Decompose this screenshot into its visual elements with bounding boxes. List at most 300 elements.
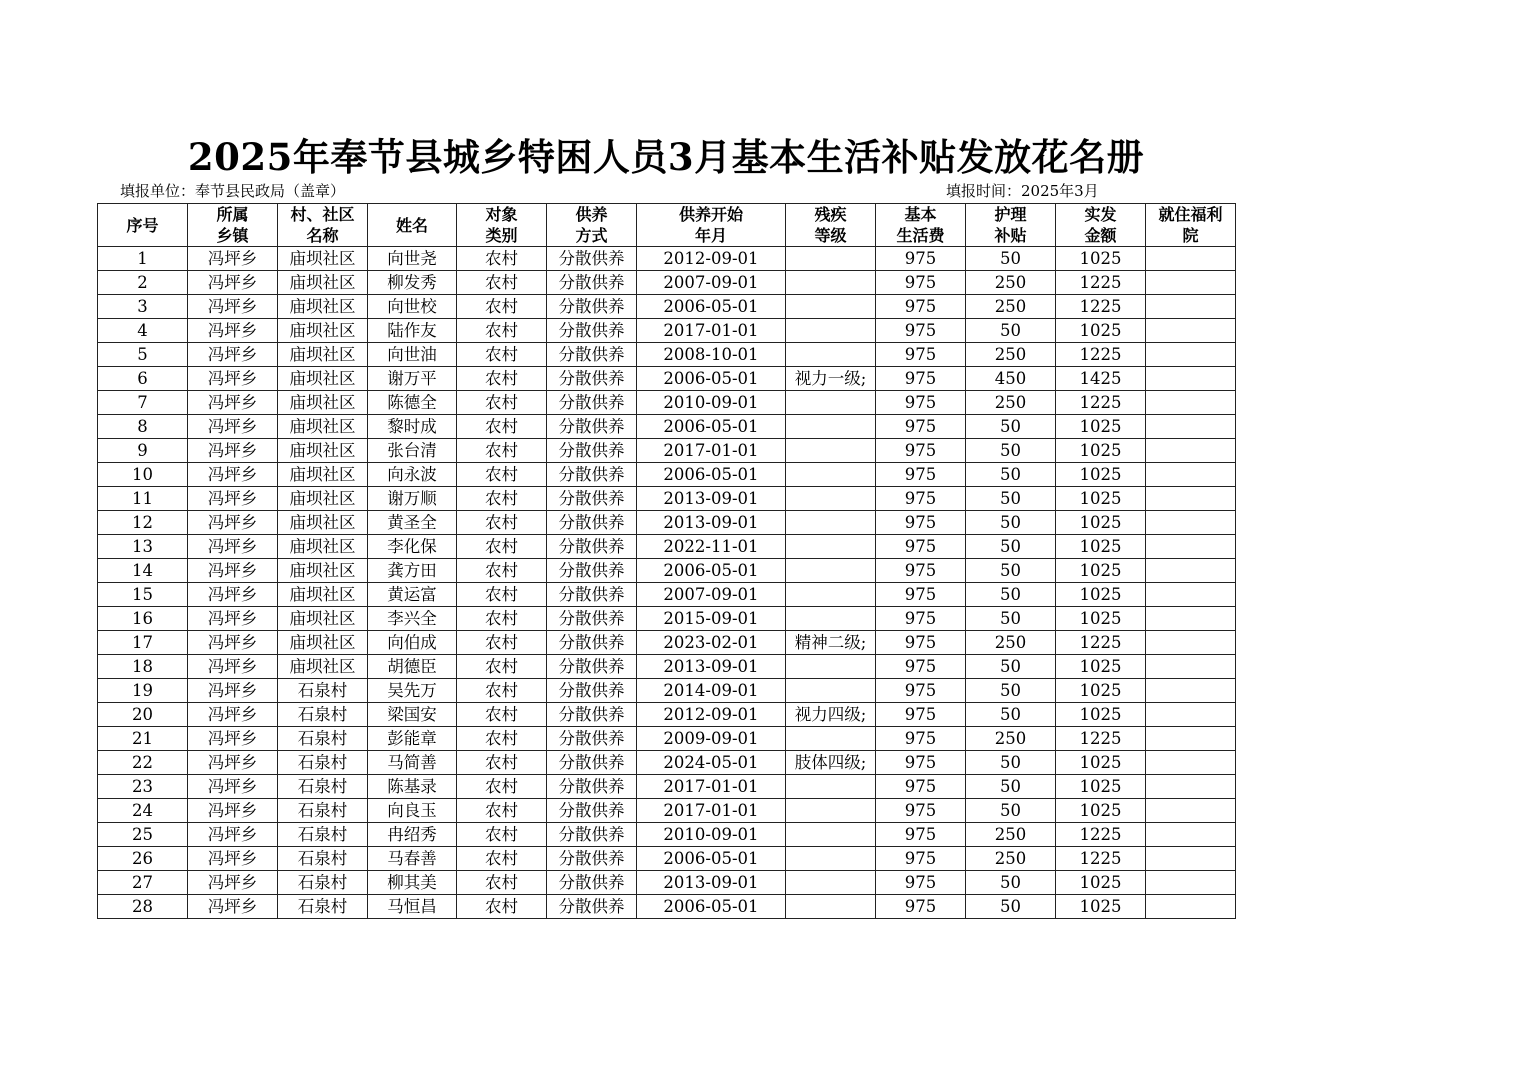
col-township-cell: 冯坪乡 bbox=[188, 895, 278, 919]
col-living-allowance-cell: 975 bbox=[876, 439, 966, 463]
col-care-subsidy-cell: 50 bbox=[966, 607, 1056, 631]
col-township-cell: 冯坪乡 bbox=[188, 655, 278, 679]
col-support-start-cell: 2007-09-01 bbox=[637, 271, 786, 295]
col-township-cell: 冯坪乡 bbox=[188, 439, 278, 463]
col-support-mode-cell: 分散供养 bbox=[547, 823, 637, 847]
col-support-mode-header bbox=[547, 204, 637, 247]
col-living-allowance-cell: 975 bbox=[876, 463, 966, 487]
col-township-cell: 冯坪乡 bbox=[188, 295, 278, 319]
col-support-mode-cell: 分散供养 bbox=[547, 607, 637, 631]
col-living-allowance-cell: 975 bbox=[876, 775, 966, 799]
col-care-subsidy-cell: 50 bbox=[966, 439, 1056, 463]
col-care-subsidy-cell: 50 bbox=[966, 751, 1056, 775]
col-living-allowance-cell: 975 bbox=[876, 487, 966, 511]
col-name-cell: 黄运富 bbox=[368, 583, 457, 607]
col-township-cell: 冯坪乡 bbox=[188, 247, 278, 271]
col-township-cell: 冯坪乡 bbox=[188, 391, 278, 415]
col-living-allowance-cell: 975 bbox=[876, 391, 966, 415]
col-category-cell: 农村 bbox=[457, 607, 547, 631]
col-support-start-cell: 2024-05-01 bbox=[637, 751, 786, 775]
table-row bbox=[98, 631, 1236, 655]
col-name-cell: 胡德臣 bbox=[368, 655, 457, 679]
col-index-cell: 28 bbox=[98, 895, 188, 919]
table-row bbox=[98, 511, 1236, 535]
col-category-cell: 农村 bbox=[457, 823, 547, 847]
col-welfare-home-cell bbox=[1146, 415, 1236, 439]
col-welfare-home-cell bbox=[1146, 487, 1236, 511]
col-support-start-cell: 2015-09-01 bbox=[637, 607, 786, 631]
col-support-mode-cell: 分散供养 bbox=[547, 319, 637, 343]
col-support-mode-cell: 分散供养 bbox=[547, 751, 637, 775]
col-name-cell: 龚方田 bbox=[368, 559, 457, 583]
header-label-line2: 名称 bbox=[306, 226, 339, 245]
header-label: 姓名 bbox=[395, 215, 428, 235]
col-support-mode-cell: 分散供养 bbox=[547, 367, 637, 391]
col-disability-cell bbox=[786, 487, 876, 511]
col-living-allowance-cell: 975 bbox=[876, 823, 966, 847]
fill-unit: 填报单位：奉节县民政局（盖章） bbox=[120, 182, 346, 200]
col-village-cell: 石泉村 bbox=[278, 775, 368, 799]
col-name-cell: 柳其美 bbox=[368, 871, 457, 895]
col-support-start-cell: 2006-05-01 bbox=[637, 559, 786, 583]
col-name-cell: 冉绍秀 bbox=[368, 823, 457, 847]
col-village-cell: 石泉村 bbox=[278, 871, 368, 895]
col-welfare-home-cell bbox=[1146, 871, 1236, 895]
header-label-line2: 方式 bbox=[575, 226, 608, 245]
col-township-cell: 冯坪乡 bbox=[188, 727, 278, 751]
col-disability-cell: 肢体四级; bbox=[786, 751, 876, 775]
col-support-start-cell: 2007-09-01 bbox=[637, 583, 786, 607]
col-index-cell: 21 bbox=[98, 727, 188, 751]
header-label: 所属 bbox=[216, 205, 249, 224]
col-disability-cell bbox=[786, 823, 876, 847]
col-welfare-home-cell bbox=[1146, 823, 1236, 847]
col-care-subsidy-cell: 250 bbox=[966, 271, 1056, 295]
header-label-line2: 乡镇 bbox=[216, 226, 249, 245]
col-support-start-cell: 2013-09-01 bbox=[637, 487, 786, 511]
col-township-cell: 冯坪乡 bbox=[188, 751, 278, 775]
col-category-cell: 农村 bbox=[457, 679, 547, 703]
col-actual-amount-cell: 1025 bbox=[1056, 583, 1146, 607]
col-disability-cell bbox=[786, 439, 876, 463]
col-support-start-header bbox=[637, 204, 786, 247]
col-care-subsidy-cell: 50 bbox=[966, 895, 1056, 919]
col-care-subsidy-cell: 50 bbox=[966, 535, 1056, 559]
col-living-allowance-cell: 975 bbox=[876, 295, 966, 319]
col-disability-cell bbox=[786, 847, 876, 871]
col-index-cell: 24 bbox=[98, 799, 188, 823]
col-township-cell: 冯坪乡 bbox=[188, 511, 278, 535]
col-township-cell: 冯坪乡 bbox=[188, 823, 278, 847]
col-care-subsidy-cell: 250 bbox=[966, 847, 1056, 871]
col-township-cell: 冯坪乡 bbox=[188, 607, 278, 631]
col-support-start-cell: 2012-09-01 bbox=[637, 247, 786, 271]
col-village-cell: 石泉村 bbox=[278, 823, 368, 847]
col-actual-amount-cell: 1025 bbox=[1056, 463, 1146, 487]
col-index-cell: 26 bbox=[98, 847, 188, 871]
col-living-allowance-cell: 975 bbox=[876, 847, 966, 871]
col-category-cell: 农村 bbox=[457, 319, 547, 343]
col-support-mode-cell: 分散供养 bbox=[547, 391, 637, 415]
col-category-cell: 农村 bbox=[457, 487, 547, 511]
col-township-cell: 冯坪乡 bbox=[188, 631, 278, 655]
header-label-line2: 生活费 bbox=[896, 226, 945, 245]
col-support-start-cell: 2008-10-01 bbox=[637, 343, 786, 367]
col-disability-cell bbox=[786, 511, 876, 535]
col-category-cell: 农村 bbox=[457, 559, 547, 583]
col-support-start-cell: 2013-09-01 bbox=[637, 511, 786, 535]
col-township-cell: 冯坪乡 bbox=[188, 583, 278, 607]
col-support-mode-cell: 分散供养 bbox=[547, 511, 637, 535]
col-village-cell: 庙坝社区 bbox=[278, 631, 368, 655]
col-support-mode-cell: 分散供养 bbox=[547, 343, 637, 367]
col-care-subsidy-header bbox=[966, 204, 1056, 247]
col-welfare-home-cell bbox=[1146, 559, 1236, 583]
col-support-mode-cell: 分散供养 bbox=[547, 535, 637, 559]
col-category-cell: 农村 bbox=[457, 247, 547, 271]
col-category-cell: 农村 bbox=[457, 415, 547, 439]
table-row bbox=[98, 823, 1236, 847]
col-village-cell: 庙坝社区 bbox=[278, 319, 368, 343]
header-label-line2: 金额 bbox=[1084, 226, 1117, 245]
col-category-cell: 农村 bbox=[457, 871, 547, 895]
col-disability-cell: 视力四级; bbox=[786, 703, 876, 727]
header-label: 基本 bbox=[904, 205, 937, 224]
col-support-mode-cell: 分散供养 bbox=[547, 487, 637, 511]
col-welfare-home-cell bbox=[1146, 799, 1236, 823]
col-village-cell: 庙坝社区 bbox=[278, 247, 368, 271]
table-row bbox=[98, 775, 1236, 799]
col-actual-amount-cell: 1225 bbox=[1056, 271, 1146, 295]
col-index-cell: 7 bbox=[98, 391, 188, 415]
table-row bbox=[98, 727, 1236, 751]
col-care-subsidy-cell: 50 bbox=[966, 871, 1056, 895]
roster-table bbox=[97, 203, 1236, 919]
col-index-cell: 20 bbox=[98, 703, 188, 727]
table-row bbox=[98, 679, 1236, 703]
col-support-start-cell: 2006-05-01 bbox=[637, 415, 786, 439]
col-category-cell: 农村 bbox=[457, 751, 547, 775]
col-village-cell: 石泉村 bbox=[278, 895, 368, 919]
col-actual-amount-cell: 1225 bbox=[1056, 847, 1146, 871]
col-living-allowance-cell: 975 bbox=[876, 727, 966, 751]
col-category-cell: 农村 bbox=[457, 727, 547, 751]
col-name-cell: 黎时成 bbox=[368, 415, 457, 439]
col-actual-amount-cell: 1225 bbox=[1056, 823, 1146, 847]
col-welfare-home-cell bbox=[1146, 343, 1236, 367]
col-village-cell: 庙坝社区 bbox=[278, 343, 368, 367]
col-village-cell: 庙坝社区 bbox=[278, 439, 368, 463]
col-actual-amount-cell: 1025 bbox=[1056, 799, 1146, 823]
col-index-cell: 3 bbox=[98, 295, 188, 319]
col-support-start-cell: 2006-05-01 bbox=[637, 463, 786, 487]
col-disability-header bbox=[786, 204, 876, 247]
col-disability-cell bbox=[786, 727, 876, 751]
col-disability-cell bbox=[786, 319, 876, 343]
table-row bbox=[98, 655, 1236, 679]
col-village-cell: 石泉村 bbox=[278, 703, 368, 727]
col-welfare-home-header bbox=[1146, 204, 1236, 247]
table-row bbox=[98, 319, 1236, 343]
col-support-start-cell: 2017-01-01 bbox=[637, 775, 786, 799]
col-category-cell: 农村 bbox=[457, 631, 547, 655]
table-row bbox=[98, 343, 1236, 367]
col-index-cell: 18 bbox=[98, 655, 188, 679]
col-actual-amount-cell: 1025 bbox=[1056, 487, 1146, 511]
col-index-cell: 19 bbox=[98, 679, 188, 703]
col-living-allowance-cell: 975 bbox=[876, 583, 966, 607]
col-living-allowance-cell: 975 bbox=[876, 367, 966, 391]
col-disability-cell: 视力一级; bbox=[786, 367, 876, 391]
col-name-cell: 向永波 bbox=[368, 463, 457, 487]
col-disability-cell bbox=[786, 871, 876, 895]
col-support-start-cell: 2014-09-01 bbox=[637, 679, 786, 703]
col-village-header bbox=[278, 204, 368, 247]
col-actual-amount-cell: 1025 bbox=[1056, 319, 1146, 343]
col-index-cell: 1 bbox=[98, 247, 188, 271]
table-row bbox=[98, 559, 1236, 583]
col-village-cell: 庙坝社区 bbox=[278, 367, 368, 391]
col-living-allowance-cell: 975 bbox=[876, 751, 966, 775]
col-actual-amount-cell: 1225 bbox=[1056, 295, 1146, 319]
col-support-mode-cell: 分散供养 bbox=[547, 895, 637, 919]
col-care-subsidy-cell: 50 bbox=[966, 559, 1056, 583]
col-welfare-home-cell bbox=[1146, 847, 1236, 871]
col-name-cell: 梁国安 bbox=[368, 703, 457, 727]
col-living-allowance-cell: 975 bbox=[876, 631, 966, 655]
col-name-cell: 吴先万 bbox=[368, 679, 457, 703]
col-welfare-home-cell bbox=[1146, 727, 1236, 751]
col-care-subsidy-cell: 50 bbox=[966, 583, 1056, 607]
col-category-cell: 农村 bbox=[457, 511, 547, 535]
col-township-cell: 冯坪乡 bbox=[188, 487, 278, 511]
col-support-start-cell: 2006-05-01 bbox=[637, 847, 786, 871]
col-disability-cell bbox=[786, 559, 876, 583]
col-welfare-home-cell bbox=[1146, 775, 1236, 799]
col-support-mode-cell: 分散供养 bbox=[547, 583, 637, 607]
col-support-mode-cell: 分散供养 bbox=[547, 655, 637, 679]
col-township-cell: 冯坪乡 bbox=[188, 415, 278, 439]
table-header-row bbox=[98, 204, 1236, 247]
col-care-subsidy-cell: 250 bbox=[966, 343, 1056, 367]
col-name-cell: 向世校 bbox=[368, 295, 457, 319]
col-township-cell: 冯坪乡 bbox=[188, 559, 278, 583]
col-township-cell: 冯坪乡 bbox=[188, 271, 278, 295]
table-row bbox=[98, 463, 1236, 487]
col-disability-cell bbox=[786, 607, 876, 631]
table-row bbox=[98, 247, 1236, 271]
col-welfare-home-cell bbox=[1146, 271, 1236, 295]
col-village-cell: 庙坝社区 bbox=[278, 535, 368, 559]
col-support-mode-cell: 分散供养 bbox=[547, 631, 637, 655]
col-support-mode-cell: 分散供养 bbox=[547, 415, 637, 439]
col-care-subsidy-cell: 50 bbox=[966, 415, 1056, 439]
col-category-cell: 农村 bbox=[457, 895, 547, 919]
col-index-cell: 14 bbox=[98, 559, 188, 583]
col-support-start-cell: 2006-05-01 bbox=[637, 295, 786, 319]
col-village-cell: 庙坝社区 bbox=[278, 463, 368, 487]
col-support-mode-cell: 分散供养 bbox=[547, 271, 637, 295]
col-index-cell: 12 bbox=[98, 511, 188, 535]
col-living-allowance-cell: 975 bbox=[876, 511, 966, 535]
col-category-cell: 农村 bbox=[457, 367, 547, 391]
col-care-subsidy-cell: 50 bbox=[966, 775, 1056, 799]
col-welfare-home-cell bbox=[1146, 751, 1236, 775]
table-row bbox=[98, 271, 1236, 295]
table-row bbox=[98, 535, 1236, 559]
col-support-mode-cell: 分散供养 bbox=[547, 703, 637, 727]
col-care-subsidy-cell: 50 bbox=[966, 487, 1056, 511]
col-disability-cell bbox=[786, 247, 876, 271]
col-actual-amount-cell: 1025 bbox=[1056, 775, 1146, 799]
header-label-line2: 类别 bbox=[485, 226, 518, 245]
col-welfare-home-cell bbox=[1146, 367, 1236, 391]
header-label: 就住福利 bbox=[1158, 205, 1223, 224]
col-village-cell: 石泉村 bbox=[278, 847, 368, 871]
table-row bbox=[98, 871, 1236, 895]
table-row bbox=[98, 847, 1236, 871]
col-support-start-cell: 2017-01-01 bbox=[637, 319, 786, 343]
col-welfare-home-cell bbox=[1146, 607, 1236, 631]
col-actual-amount-cell: 1025 bbox=[1056, 559, 1146, 583]
col-care-subsidy-cell: 50 bbox=[966, 463, 1056, 487]
col-category-cell: 农村 bbox=[457, 271, 547, 295]
header-label: 序号 bbox=[126, 215, 159, 235]
col-index-header bbox=[98, 204, 188, 247]
col-disability-cell bbox=[786, 295, 876, 319]
col-support-mode-cell: 分散供养 bbox=[547, 679, 637, 703]
col-care-subsidy-cell: 50 bbox=[966, 655, 1056, 679]
col-welfare-home-cell bbox=[1146, 319, 1236, 343]
col-category-cell: 农村 bbox=[457, 439, 547, 463]
col-support-start-cell: 2022-11-01 bbox=[637, 535, 786, 559]
col-disability-cell bbox=[786, 775, 876, 799]
col-name-cell: 向世尧 bbox=[368, 247, 457, 271]
col-support-mode-cell: 分散供养 bbox=[547, 439, 637, 463]
col-support-mode-cell: 分散供养 bbox=[547, 295, 637, 319]
col-disability-cell bbox=[786, 535, 876, 559]
page-title: 2025年奉节县城乡特困人员3月基本生活补贴发放花名册 bbox=[187, 135, 1145, 179]
col-category-cell: 农村 bbox=[457, 583, 547, 607]
table-row bbox=[98, 439, 1236, 463]
header-label-line2: 等级 bbox=[814, 226, 847, 245]
col-name-cell: 向世油 bbox=[368, 343, 457, 367]
col-township-cell: 冯坪乡 bbox=[188, 799, 278, 823]
col-care-subsidy-cell: 250 bbox=[966, 295, 1056, 319]
col-category-cell: 农村 bbox=[457, 391, 547, 415]
col-actual-amount-cell: 1025 bbox=[1056, 655, 1146, 679]
col-care-subsidy-cell: 50 bbox=[966, 247, 1056, 271]
col-support-mode-cell: 分散供养 bbox=[547, 463, 637, 487]
table-row bbox=[98, 487, 1236, 511]
table-row bbox=[98, 607, 1236, 631]
col-support-mode-cell: 分散供养 bbox=[547, 847, 637, 871]
col-village-cell: 庙坝社区 bbox=[278, 655, 368, 679]
col-index-cell: 9 bbox=[98, 439, 188, 463]
col-welfare-home-cell bbox=[1146, 655, 1236, 679]
col-support-start-cell: 2009-09-01 bbox=[637, 727, 786, 751]
col-name-cell: 彭能章 bbox=[368, 727, 457, 751]
col-index-cell: 27 bbox=[98, 871, 188, 895]
col-actual-amount-cell: 1425 bbox=[1056, 367, 1146, 391]
col-support-mode-cell: 分散供养 bbox=[547, 775, 637, 799]
col-living-allowance-cell: 975 bbox=[876, 535, 966, 559]
col-village-cell: 庙坝社区 bbox=[278, 607, 368, 631]
col-support-mode-cell: 分散供养 bbox=[547, 799, 637, 823]
col-category-cell: 农村 bbox=[457, 535, 547, 559]
header-label: 供养开始 bbox=[678, 205, 743, 224]
col-support-mode-cell: 分散供养 bbox=[547, 247, 637, 271]
col-welfare-home-cell bbox=[1146, 511, 1236, 535]
col-support-start-cell: 2006-05-01 bbox=[637, 367, 786, 391]
col-living-allowance-cell: 975 bbox=[876, 247, 966, 271]
table-row bbox=[98, 415, 1236, 439]
col-category-cell: 农村 bbox=[457, 655, 547, 679]
table-row bbox=[98, 391, 1236, 415]
col-disability-cell bbox=[786, 463, 876, 487]
col-disability-cell bbox=[786, 415, 876, 439]
col-disability-cell bbox=[786, 271, 876, 295]
col-name-cell: 马简善 bbox=[368, 751, 457, 775]
col-welfare-home-cell bbox=[1146, 679, 1236, 703]
col-support-mode-cell: 分散供养 bbox=[547, 727, 637, 751]
col-index-cell: 22 bbox=[98, 751, 188, 775]
col-living-allowance-cell: 975 bbox=[876, 559, 966, 583]
col-care-subsidy-cell: 250 bbox=[966, 631, 1056, 655]
col-township-cell: 冯坪乡 bbox=[188, 775, 278, 799]
col-actual-amount-header bbox=[1056, 204, 1146, 247]
col-actual-amount-cell: 1225 bbox=[1056, 631, 1146, 655]
header-label-line2: 年月 bbox=[694, 226, 727, 245]
col-township-header bbox=[188, 204, 278, 247]
col-welfare-home-cell bbox=[1146, 583, 1236, 607]
col-living-allowance-cell: 975 bbox=[876, 343, 966, 367]
col-index-cell: 4 bbox=[98, 319, 188, 343]
col-village-cell: 庙坝社区 bbox=[278, 583, 368, 607]
col-disability-cell: 精神二级; bbox=[786, 631, 876, 655]
col-index-cell: 5 bbox=[98, 343, 188, 367]
col-care-subsidy-cell: 50 bbox=[966, 703, 1056, 727]
col-care-subsidy-cell: 250 bbox=[966, 823, 1056, 847]
col-welfare-home-cell bbox=[1146, 439, 1236, 463]
header-label-line2: 补贴 bbox=[994, 226, 1027, 245]
col-index-cell: 8 bbox=[98, 415, 188, 439]
col-name-cell: 张台清 bbox=[368, 439, 457, 463]
table-row bbox=[98, 895, 1236, 919]
col-actual-amount-cell: 1025 bbox=[1056, 511, 1146, 535]
col-township-cell: 冯坪乡 bbox=[188, 847, 278, 871]
col-support-start-cell: 2006-05-01 bbox=[637, 895, 786, 919]
col-welfare-home-cell bbox=[1146, 247, 1236, 271]
col-care-subsidy-cell: 250 bbox=[966, 727, 1056, 751]
col-category-cell: 农村 bbox=[457, 295, 547, 319]
col-village-cell: 庙坝社区 bbox=[278, 295, 368, 319]
col-category-header bbox=[457, 204, 547, 247]
col-care-subsidy-cell: 250 bbox=[966, 391, 1056, 415]
col-welfare-home-cell bbox=[1146, 535, 1236, 559]
col-welfare-home-cell bbox=[1146, 295, 1236, 319]
col-actual-amount-cell: 1225 bbox=[1056, 727, 1146, 751]
col-name-cell: 李化保 bbox=[368, 535, 457, 559]
col-disability-cell bbox=[786, 895, 876, 919]
col-care-subsidy-cell: 50 bbox=[966, 319, 1056, 343]
header-label: 对象 bbox=[485, 205, 518, 224]
table-row bbox=[98, 799, 1236, 823]
col-name-cell: 谢万平 bbox=[368, 367, 457, 391]
col-category-cell: 农村 bbox=[457, 847, 547, 871]
col-welfare-home-cell bbox=[1146, 703, 1236, 727]
col-support-start-cell: 2023-02-01 bbox=[637, 631, 786, 655]
